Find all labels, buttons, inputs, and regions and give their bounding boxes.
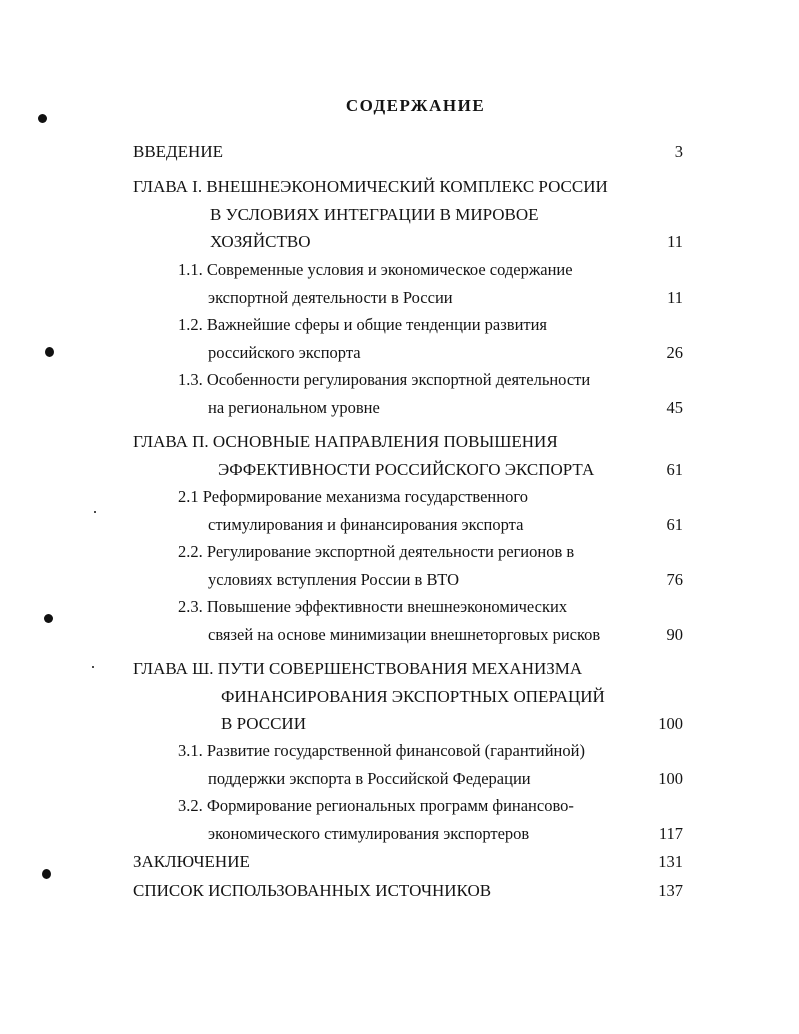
toc-section-1-3-line-1: 1.3. Особенности регулирования экспортной деятельности	[178, 370, 591, 389]
toc-section-2-2-page: 76	[666, 570, 683, 589]
toc-chapter-3-line-1: ГЛАВА Ш. ПУТИ СОВЕРШЕНСТВОВАНИЯ МЕХАНИЗМА	[133, 659, 583, 678]
toc-section-1-2-line-1: 1.2. Важнейшие сферы и общие тенденции развития	[178, 315, 548, 334]
toc-chapter-2-line-2: ЭФФЕКТИВНОСТИ РОССИЙСКОГО ЭКСПОРТА	[218, 460, 595, 479]
page-title: СОДЕРЖАНИЕ	[345, 96, 486, 115]
toc-conclusion-page: 131	[658, 852, 683, 871]
toc-section-2-1-page: 61	[666, 515, 683, 534]
toc-chapter-1-line-1: ГЛАВА I. ВНЕШНЕЭКОНОМИЧЕСКИЙ КОМПЛЕКС РОССИИ	[133, 177, 608, 196]
toc-chapter-3-line-3: В РОССИИ	[221, 714, 306, 733]
scan-speck	[94, 511, 96, 513]
toc-chapter-1-line-3: ХОЗЯЙСТВО	[210, 232, 311, 251]
toc-chapter-1-line-2: В УСЛОВИЯХ ИНТЕГРАЦИИ В МИРОВОЕ	[210, 205, 539, 224]
toc-sources-page: 137	[658, 881, 683, 900]
toc-section-3-2-line-2: экономического стимулирования экспортеров	[208, 824, 530, 843]
toc-chapter-2-page: 61	[666, 460, 683, 479]
toc-section-1-1-page: 11	[667, 288, 683, 307]
punch-hole-mark	[38, 114, 47, 123]
punch-hole-mark	[44, 614, 53, 623]
toc-section-1-3-line-2: на региональном уровне	[208, 398, 380, 417]
toc-chapter-2-line-1: ГЛАВА П. ОСНОВНЫЕ НАПРАВЛЕНИЯ ПОВЫШЕНИЯ	[133, 432, 558, 451]
toc-section-2-1-line-1: 2.1 Реформирование механизма государственного	[178, 487, 528, 506]
toc-intro: ВВЕДЕНИЕ	[133, 142, 223, 161]
toc-section-1-2-line-2: российского экспорта	[208, 343, 361, 362]
toc-section-3-2-line-1: 3.2. Формирование региональных программ финансово-	[178, 796, 574, 815]
toc-section-1-2-page: 26	[666, 343, 683, 362]
toc-chapter-1-page: 11	[667, 232, 683, 251]
toc-sources: СПИСОК ИСПОЛЬЗОВАННЫХ ИСТОЧНИКОВ	[133, 881, 492, 900]
toc-chapter-3-line-2: ФИНАНСИРОВАНИЯ ЭКСПОРТНЫХ ОПЕРАЦИЙ	[221, 687, 605, 706]
punch-hole-mark	[45, 347, 54, 357]
toc-section-3-1-line-2: поддержки экспорта в Российской Федерации	[208, 769, 531, 788]
toc-section-2-3-page: 90	[666, 625, 683, 644]
toc-section-3-1-page: 100	[658, 769, 683, 788]
punch-hole-mark	[42, 869, 51, 879]
toc-section-2-2-line-2: условиях вступления России в ВТО	[208, 570, 460, 589]
toc-section-2-3-line-2: связей на основе минимизации внешнеторговых рисков	[208, 625, 601, 644]
toc-chapter-3-page: 100	[658, 714, 683, 733]
toc-section-1-1-line-1: 1.1. Современные условия и экономическое содержание	[178, 260, 573, 279]
toc-intro-page: 3	[674, 142, 683, 161]
toc-section-2-1-line-2: стимулирования и финансирования экспорта	[208, 515, 524, 534]
toc-section-1-1-line-2: экспортной деятельности в России	[208, 288, 453, 307]
toc-section-2-2-line-1: 2.2. Регулирование экспортной деятельности регионов в	[178, 542, 575, 561]
toc-section-3-1-line-1: 3.1. Развитие государственной финансовой (гарантийной)	[178, 741, 585, 760]
toc-conclusion: ЗАКЛЮЧЕНИЕ	[133, 852, 250, 871]
toc-section-2-3-line-1: 2.3. Повышение эффективности внешнеэкономических	[178, 597, 568, 616]
toc-section-3-2-page: 117	[658, 824, 683, 843]
toc-section-1-3-page: 45	[666, 398, 683, 417]
scan-speck	[92, 666, 94, 668]
